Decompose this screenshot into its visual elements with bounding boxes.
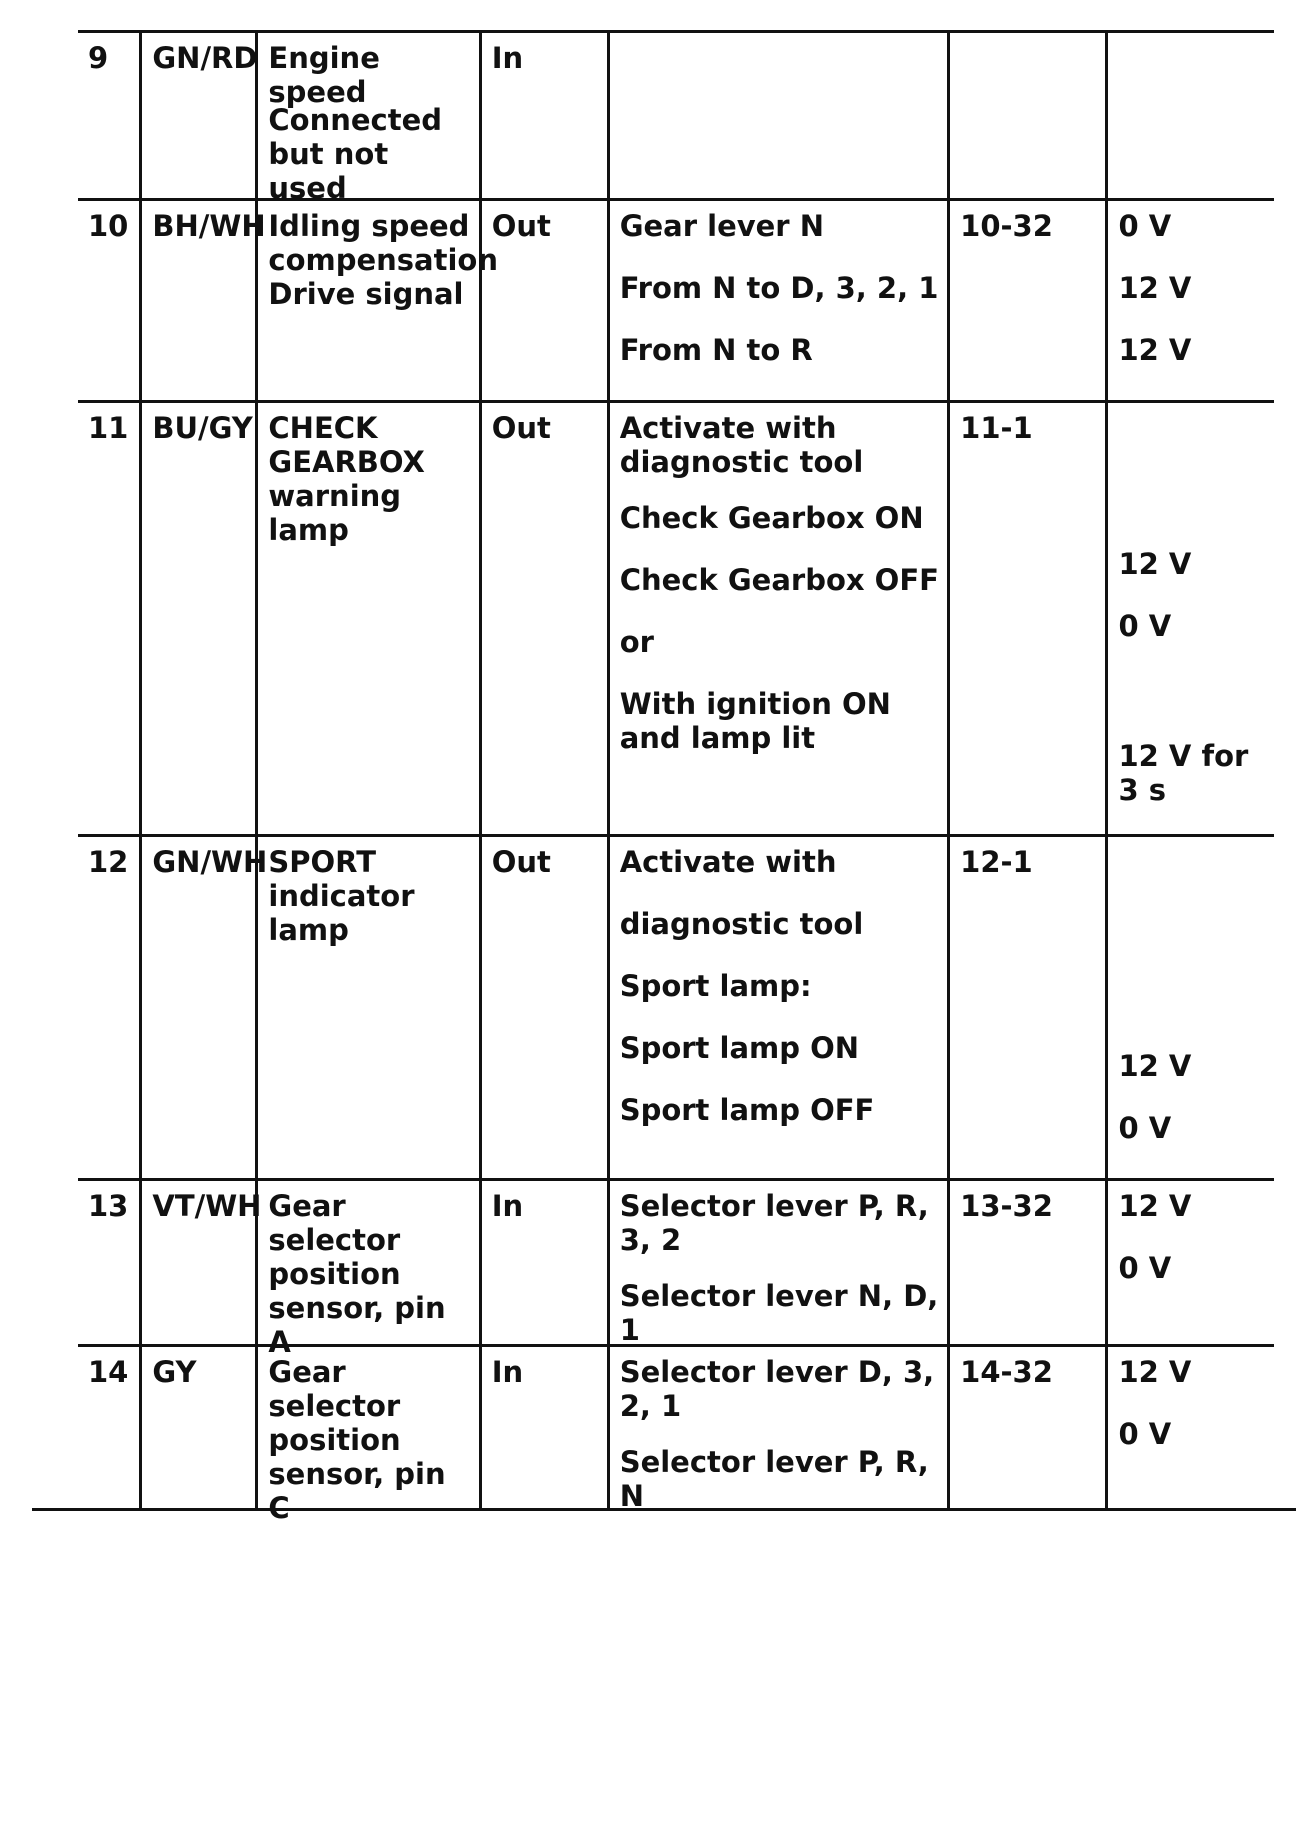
pin-number: [78, 402, 141, 836]
table-row: [78, 32, 1274, 200]
test-condition: [608, 402, 948, 836]
measure-points: [949, 1180, 1107, 1346]
wire-color: [141, 402, 257, 836]
pin-number: [78, 32, 141, 200]
pin-table-body: [78, 32, 1274, 1525]
table-row: [78, 836, 1274, 1180]
expected-value-line: 0 V: [1118, 609, 1172, 643]
expected-value-line: 12 V for 3 s: [1118, 739, 1249, 807]
test-condition-line: Sport lamp OFF: [619, 1093, 875, 1127]
test-condition-line: Activate with diagnostic tool: [619, 411, 864, 479]
wire-color: [141, 32, 257, 200]
signal-description: [257, 32, 480, 205]
expected-value-line: 0 V: [1118, 1417, 1172, 1451]
measure-points: [949, 1346, 1107, 1508]
signal-description: [257, 1180, 480, 1359]
test-condition: [608, 1346, 948, 1513]
test-condition-line: Check Gearbox OFF: [619, 563, 939, 597]
expected-value: [1107, 200, 1274, 402]
measure-points-text: 13-32: [960, 1189, 1053, 1223]
expected-value: [1107, 836, 1274, 1180]
signal-description-line: Connected but not used: [268, 103, 443, 205]
wire-color: [141, 1180, 262, 1346]
expected-value-line: 0 V: [1118, 1251, 1172, 1285]
expected-value-line: 0 V: [1118, 1111, 1172, 1145]
signal-direction: [480, 200, 608, 402]
wire-color: [141, 200, 266, 402]
signal-direction-text: In: [491, 1189, 524, 1223]
wire-color: [141, 1346, 257, 1508]
pin-number-text: 10: [88, 209, 129, 243]
pin-number-text: 9: [88, 41, 109, 75]
signal-description: [257, 1346, 480, 1525]
table-row: [78, 402, 1274, 836]
wire-color-text: BU/GY: [152, 411, 253, 445]
expected-value: [1107, 32, 1274, 200]
expected-value-line: 12 V: [1118, 1355, 1192, 1389]
measure-points: [949, 402, 1107, 836]
test-condition-line: Selector lever P, R, 3, 2: [619, 1189, 929, 1257]
pin-number: [78, 1346, 141, 1508]
test-condition-line: Selector lever P, R, N: [619, 1445, 929, 1513]
measure-points-text: 11-1: [960, 411, 1033, 445]
expected-value-line: 12 V: [1118, 547, 1192, 581]
expected-value-line: 0 V: [1118, 209, 1172, 243]
expected-value-line: 12 V: [1118, 271, 1192, 305]
test-condition-line: From N to D, 3, 2, 1: [619, 271, 939, 305]
test-condition-line: From N to R: [619, 333, 813, 367]
pin-number: [78, 200, 141, 402]
signal-direction-text: Out: [491, 845, 551, 879]
expected-value: [1107, 402, 1274, 836]
test-condition-line: With ignition ON and lamp lit: [619, 687, 891, 755]
measure-points: [949, 32, 1107, 200]
signal-description: [257, 402, 480, 836]
signal-description-line: Gear selector position sensor, pin C: [268, 1355, 446, 1525]
measure-points-text: 12-1: [960, 845, 1033, 879]
signal-direction: [480, 32, 608, 200]
signal-direction-text: Out: [491, 209, 551, 243]
bottom-rule: [32, 1508, 1296, 1511]
test-condition-line: diagnostic tool: [619, 907, 864, 941]
wire-color: [141, 836, 268, 1180]
signal-direction: [480, 402, 608, 836]
signal-direction-text: In: [491, 1355, 524, 1389]
signal-description: [257, 200, 498, 402]
signal-direction: [480, 1346, 608, 1508]
measure-points-text: 10-32: [960, 209, 1053, 243]
test-condition: [608, 836, 948, 1180]
signal-description-line: CHECK GEARBOX warning lamp: [268, 411, 425, 547]
signal-direction: [480, 1180, 608, 1346]
signal-description-line: SPORT indicator lamp: [268, 845, 415, 947]
signal-direction: [480, 836, 608, 1180]
pin-number: [78, 836, 141, 1180]
test-condition: [608, 200, 948, 402]
pin-number: [78, 1180, 141, 1346]
signal-direction-text: Out: [491, 411, 551, 445]
pin-number-text: 12: [88, 845, 129, 879]
signal-description-line: Engine speed: [268, 41, 380, 109]
signal-description-line: Idling speed compensation Drive signal: [268, 209, 498, 311]
signal-description-line: Gear selector position sensor, pin A: [268, 1189, 446, 1359]
test-condition-line: Selector lever N, D, 1: [619, 1279, 939, 1347]
wire-color-text: VT/WH: [152, 1189, 262, 1223]
test-condition: [608, 32, 948, 200]
table-row: [78, 1346, 1274, 1508]
table-row: [78, 1180, 1274, 1346]
test-condition-line: Sport lamp:: [619, 969, 812, 1003]
test-condition-line: or: [619, 625, 654, 659]
wire-color-text: GY: [152, 1355, 197, 1389]
signal-direction-text: In: [491, 41, 524, 75]
pin-number-text: 13: [88, 1189, 129, 1223]
expected-value-line: 12 V: [1118, 1189, 1192, 1223]
pin-number-text: 11: [88, 411, 129, 445]
expected-value-line: 12 V: [1118, 1049, 1192, 1083]
wire-color-text: BH/WH: [152, 209, 266, 243]
table-row: [78, 200, 1274, 402]
test-condition-line: Check Gearbox ON: [619, 501, 924, 535]
measure-points-text: 14-32: [960, 1355, 1053, 1389]
test-condition: [608, 1180, 948, 1346]
expected-value: [1107, 1180, 1274, 1346]
test-condition-line: Activate with: [619, 845, 837, 879]
wire-color-text: GN/WH: [152, 845, 268, 879]
signal-description: [257, 836, 480, 1180]
expected-value: [1107, 1346, 1274, 1508]
wire-color-text: GN/RD: [152, 41, 258, 75]
expected-value-line: 12 V: [1118, 333, 1192, 367]
test-condition-line: Selector lever D, 3, 2, 1: [619, 1355, 935, 1423]
pin-table: [78, 30, 1274, 1525]
test-condition-line: Sport lamp ON: [619, 1031, 860, 1065]
test-condition-line: Gear lever N: [619, 209, 824, 243]
measure-points: [949, 200, 1107, 402]
pin-number-text: 14: [88, 1355, 129, 1389]
measure-points: [949, 836, 1107, 1180]
